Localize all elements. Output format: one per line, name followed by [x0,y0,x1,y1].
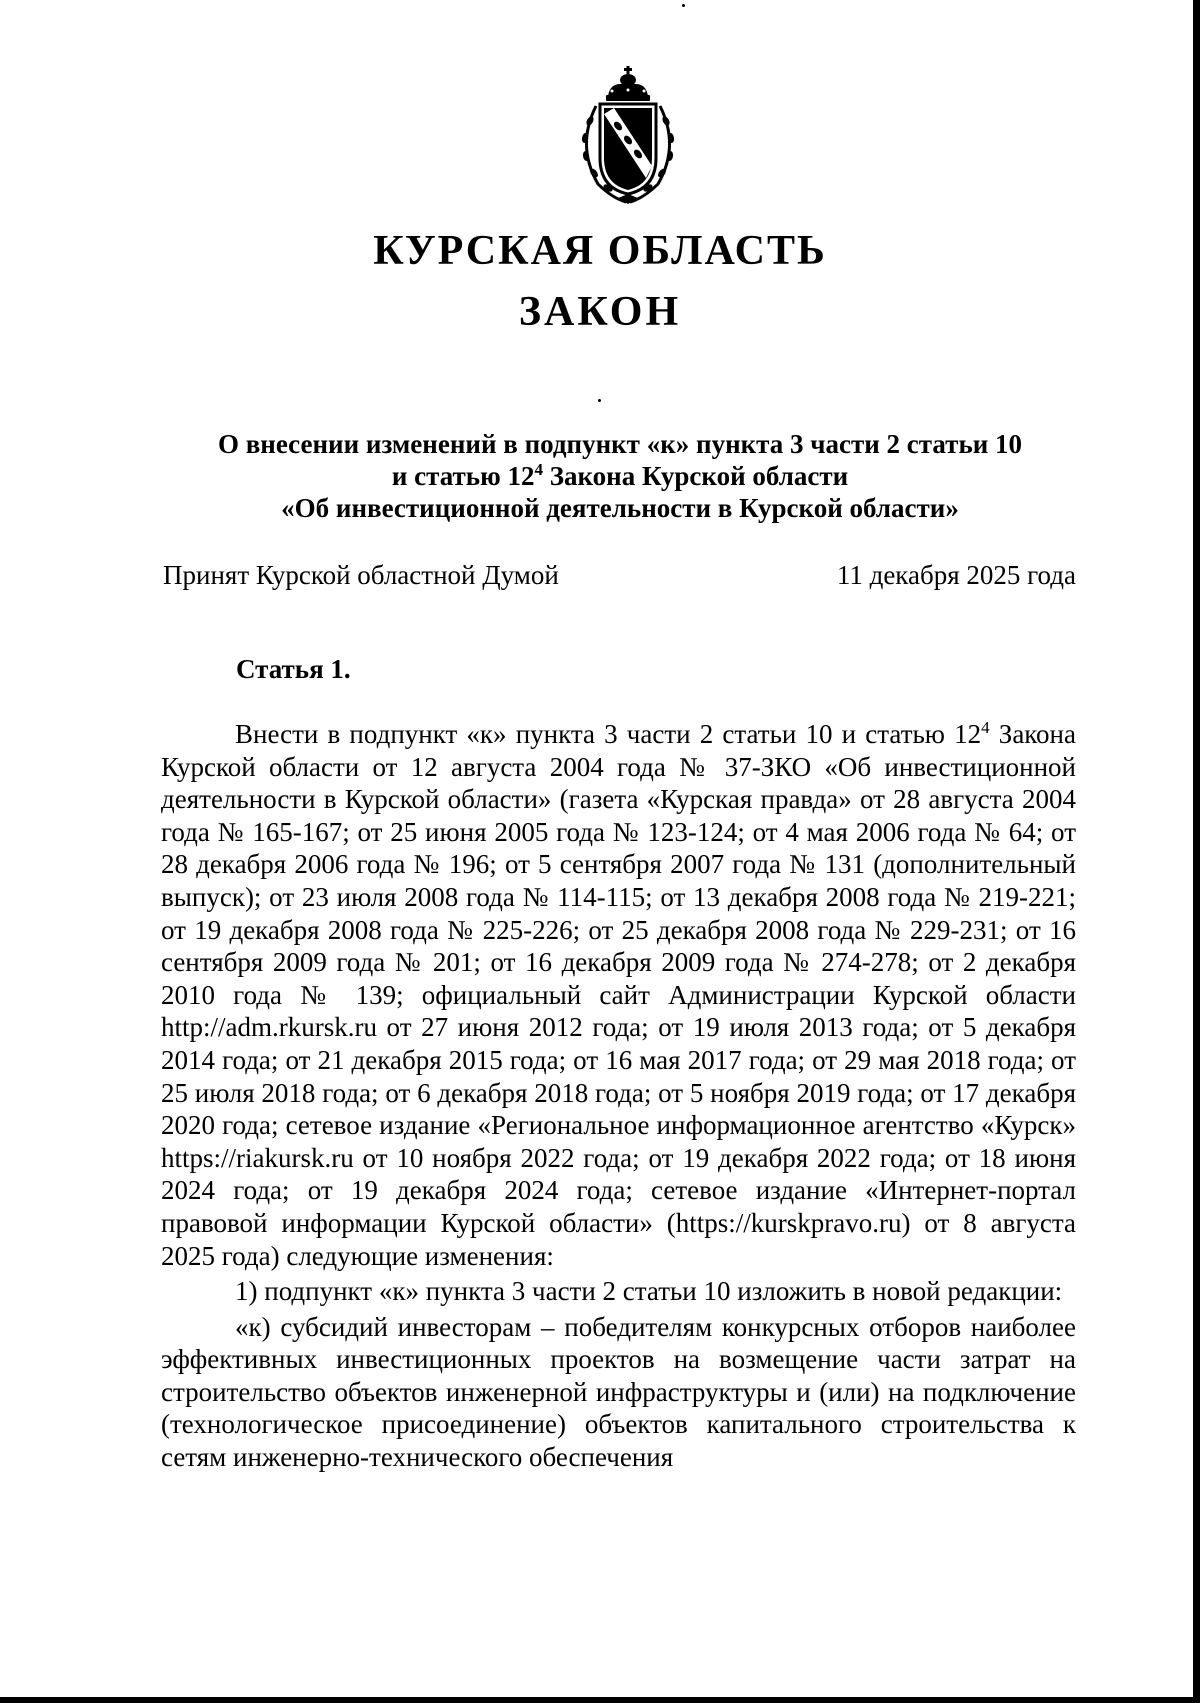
document-type: ЗАКОН [518,289,682,335]
law-title-line: «Об инвестиционной деятельности в Курской области» [281,493,959,523]
scan-speck [598,399,601,402]
law-title [150,428,1090,524]
adopted-by: Принят Курской областной Думой [163,560,559,590]
law-title-line: и статью $12^4$ Закона Курской области [391,460,849,491]
scan-edge [0,1697,1200,1703]
law-title-line: О внесении изменений в подпункт «к» пункта 3 части 2 статьи 10 [217,429,1023,459]
region-title: КУРСКАЯ ОБЛАСТЬ [373,228,827,274]
paragraph-intro: Внести в подпункт «к» пункта 3 части 2 статьи 10 и статью $12^4$ Закона Курской области от 12 августа 2004 года № 37-ЗКО «Об инвестиционной деятельности в Курской области» (газета «Курская правда» от 28 августа 2004 года № 165-167; от 25 июня 2005 года № 123-124; от 4 мая 2006 года № 64; от 28 декабря 2006 года № 196; от 5 сентября 2007 года № 131 (дополнительный выпуск); от 23 июля 2008 года № 114-115; от 13 декабря 2008 года № 219-221; от 19 декабря 2008 года № 225-226; от 25 декабря 2008 года № 229-231; от 16 сентября 2009 года № 201; от 16 декабря 2009 года № 274-278; от 2 декабря 2010 года № 139; официальный сайт Администрации Курской области http://adm.rkursk.ru от 27 июня 2012 года; от 19 июля 2013 года; от 5 декабря 2014 года; от 21 декабря 2015 года; от 16 мая 2017 года; от 29 мая 2018 года; от 25 июля 2018 года; от 6 декабря 2018 года; от 5 ноября 2019 года; от 17 декабря 2020 года; сетевое издание «Региональное информационное агентство «Курск» https://riakursk.ru от 10 ноября 2022 года; от 19 декабря 2022 года; от 18 июня 2024 года; от 19 декабря 2024 года; сетевое издание «Интернет-портал правовой информации Курской области» (https://kurskpravo.ru) от 8 августа 2025 года) следующие изменения: [161,718,1076,1271]
crown-icon [606,66,650,101]
paragraph-item-1-text: «к) субсидий инвесторам – победителям конкурсных отборов наиболее эффективных инвестиционных проектов на возмещение части затрат на строительство объектов инженерной инфраструктуры и (или) на подключение (технологическое присоединение) объектов капитального строительства к сетям инженерно-технического обеспечения [161,1311,1076,1473]
paragraph-item-1: 1) подпункт «к» пункта 3 части 2 статьи 10 изложить в новой редакции: [235,1276,1063,1307]
scan-speck [682,4,685,7]
shield-icon [600,104,656,194]
scan-edge [1193,0,1200,1703]
article-heading: Статья 1. [236,654,351,684]
article-body [161,718,1076,1474]
kursk-coat-of-arms-icon [568,66,688,206]
adoption-date: 11 декабря 2025 года [836,560,1076,590]
